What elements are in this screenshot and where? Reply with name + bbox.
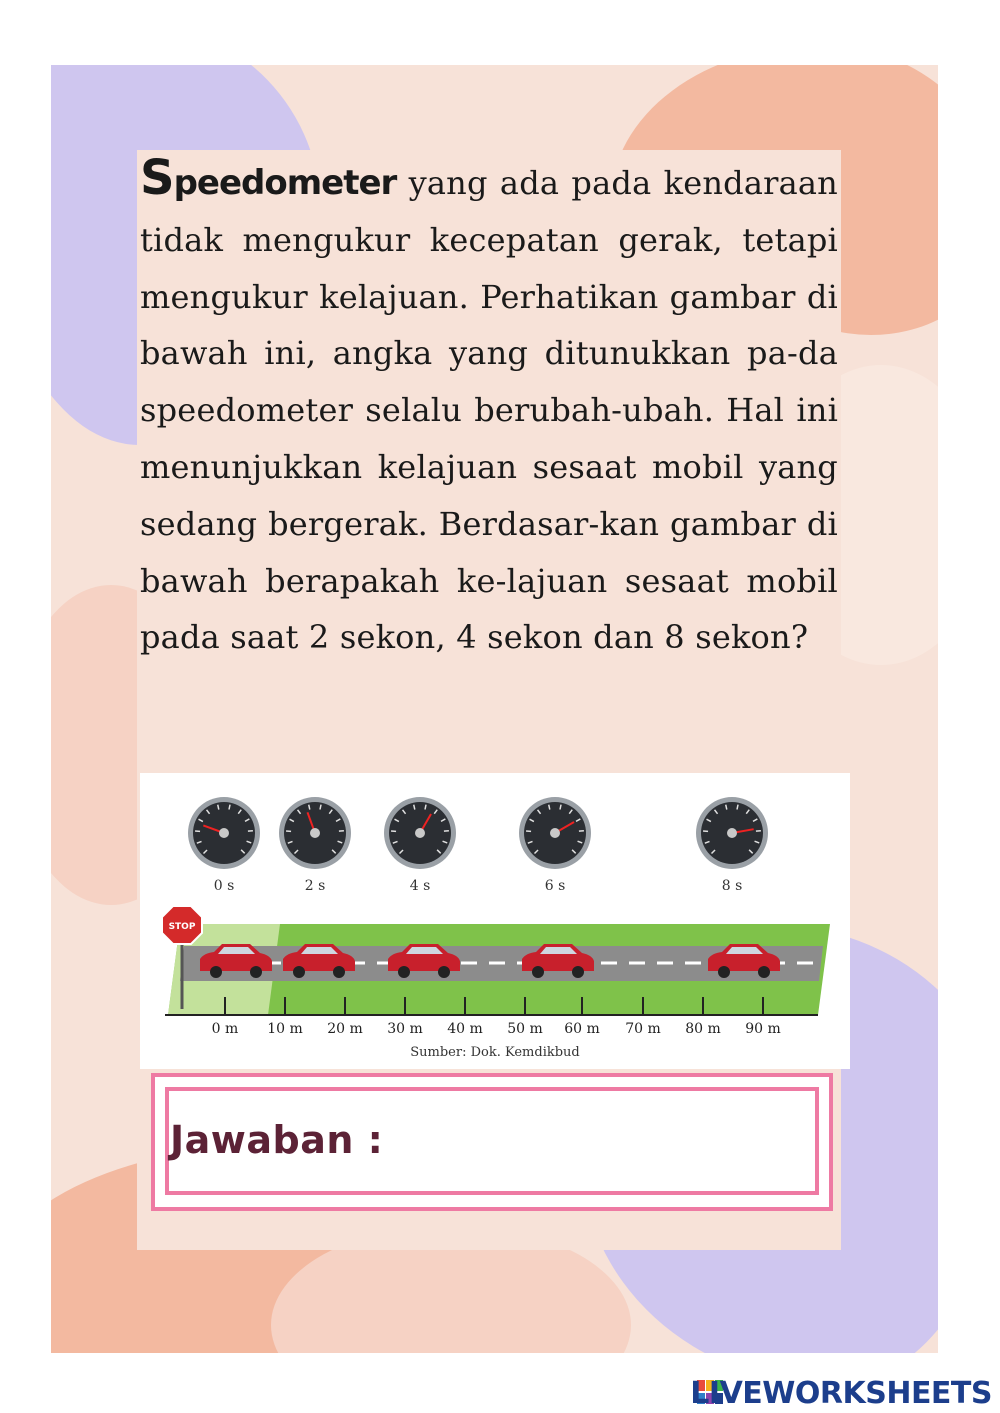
stop-text: STOP bbox=[168, 922, 196, 932]
paragraph-body: yang ada pada kendaraan tidak mengukur kecepatan gerak, tetapi mengukur kelajuan. Perhatikan gambar di bawah ini, angka yang ditunukkan pa-da speedometer selalu berubah-ubah. Hal ini menunjukkan kelajuan sesaat mobil yang sedang bergerak. Berdasar-kan gambar di bawah berapakah ke-lajuan sesaat mobil pada saat 2 sekon, 4 sekon dan 8 sekon? bbox=[140, 164, 838, 657]
brand-wordmark: LIVEWORKSHEETS bbox=[690, 1376, 992, 1411]
speedometer bbox=[519, 797, 591, 894]
lead-word bbox=[140, 150, 397, 206]
distance-label: 40 m bbox=[447, 1021, 483, 1037]
distance-label: 30 m bbox=[387, 1021, 423, 1037]
distance-label: 70 m bbox=[625, 1021, 661, 1037]
speedometer bbox=[279, 797, 351, 894]
lead-rest: peedometer bbox=[173, 163, 397, 203]
speedometer-figure bbox=[140, 773, 850, 1069]
answer-label: Jawaban : bbox=[170, 1118, 384, 1162]
distance-label: 90 m bbox=[745, 1021, 781, 1037]
distance-label: 10 m bbox=[267, 1021, 303, 1037]
distance-label: 0 m bbox=[211, 1021, 239, 1037]
distance-label: 20 m bbox=[327, 1021, 363, 1037]
lead-capital: S bbox=[140, 150, 174, 206]
time-label: 8 s bbox=[721, 878, 743, 894]
time-label: 4 s bbox=[409, 878, 431, 894]
question-paragraph bbox=[140, 150, 838, 666]
distance-label: 80 m bbox=[685, 1021, 721, 1037]
distance-label: 60 m bbox=[564, 1021, 600, 1037]
speedometer bbox=[696, 797, 768, 894]
speedometer bbox=[384, 797, 456, 894]
speedometer-group bbox=[188, 797, 768, 894]
figure-svg bbox=[140, 773, 850, 1069]
time-label: 0 s bbox=[213, 878, 235, 894]
figure-source: Sumber: Dok. Kemdikbud bbox=[410, 1045, 580, 1060]
distance-label: 50 m bbox=[507, 1021, 543, 1037]
time-label: 2 s bbox=[304, 878, 326, 894]
speedometer bbox=[188, 797, 260, 894]
time-label: 6 s bbox=[544, 878, 566, 894]
